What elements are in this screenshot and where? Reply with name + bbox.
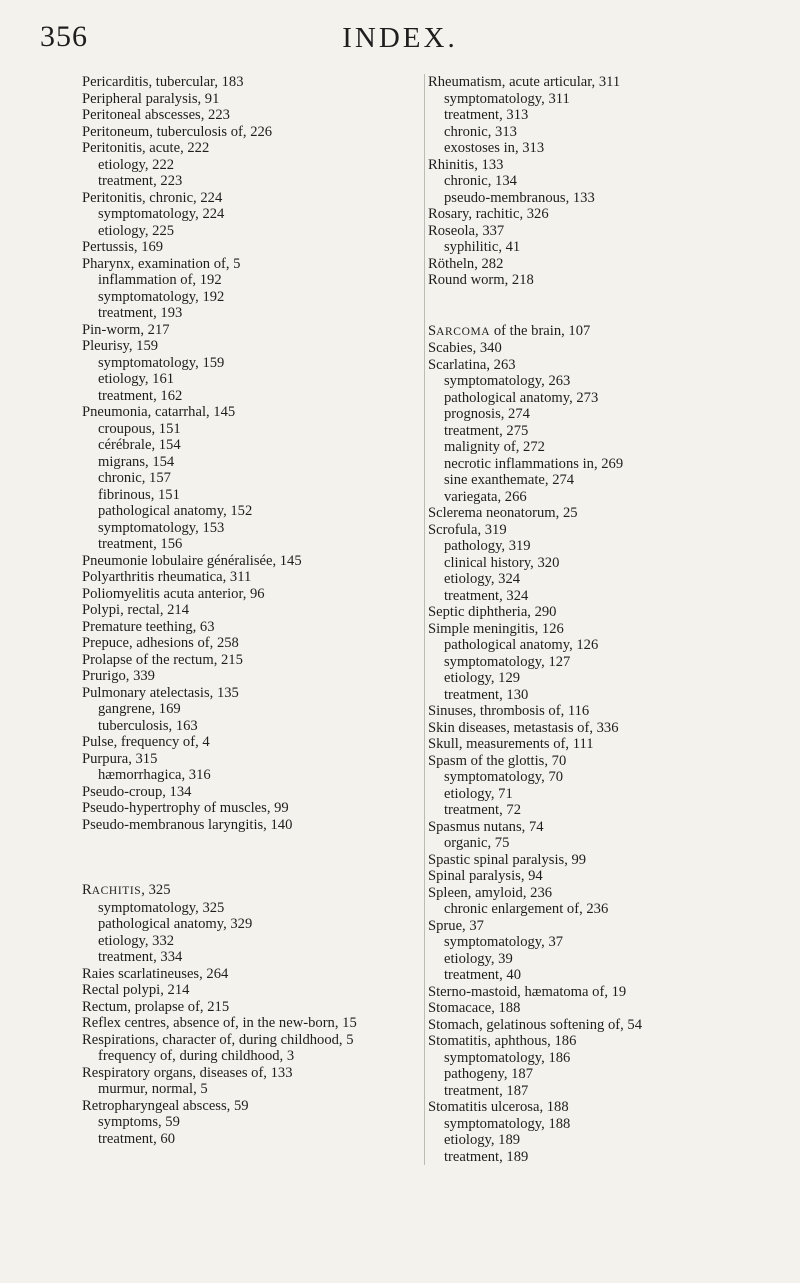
- index-entry: Septic diphtheria, 290: [428, 604, 557, 620]
- index-subentry: treatment, 313: [444, 107, 529, 123]
- index-entry: Premature teething, 63: [82, 618, 215, 635]
- index-entry: Peritonitis, acute, 222: [82, 140, 210, 156]
- index-subentry: etiology, 71: [444, 785, 513, 802]
- index-entry: Stomacace, 188: [428, 1000, 521, 1016]
- index-subentry: prognosis, 274: [444, 406, 530, 422]
- index-entry: Pin-worm, 217: [82, 321, 170, 338]
- index-entry: Spasmus nutans, 74: [428, 818, 544, 835]
- index-subentry: chronic enlargement of, 236: [444, 901, 609, 917]
- index-column-left: [82, 74, 407, 1147]
- index-entry: Prurigo, 339: [82, 668, 155, 684]
- index-entry: Retropharyngeal abscess, 59: [82, 1097, 249, 1114]
- index-subentry: treatment, 60: [98, 1130, 175, 1147]
- index-entry: Rheumatism, acute articular, 311: [428, 74, 621, 90]
- index-subentry: treatment, 130: [444, 686, 529, 703]
- index-entry: Rhinitis, 133: [428, 156, 504, 173]
- index-entry: Rosary, rachitic, 326: [428, 206, 549, 222]
- index-entry: Scrofula, 319: [428, 521, 507, 538]
- index-subentry: treatment, 40: [444, 967, 521, 983]
- index-subentry: migrans, 154: [98, 453, 175, 470]
- section-heading-sarcoma: [428, 323, 778, 341]
- index-entry: Skin diseases, metastasis of, 336: [428, 719, 619, 736]
- index-entry: Spinal paralysis, 94: [428, 868, 543, 884]
- index-block-s: [428, 323, 778, 1166]
- index-entry: Rectal polypi, 214: [82, 982, 190, 998]
- heading-tail: , 325: [141, 882, 171, 898]
- index-entry: Stomatitis, aphthous, 186: [428, 1033, 577, 1049]
- index-subentry: treatment, 193: [98, 305, 183, 321]
- index-subentry: symptomatology, 127: [444, 653, 571, 670]
- index-subentry: malignity of, 272: [444, 439, 545, 455]
- index-subentry: pathological anatomy, 126: [444, 637, 599, 653]
- index-entry: Peritoneal abscesses, 223: [82, 107, 230, 123]
- index-entry: Spasm of the glottis, 70: [428, 752, 567, 769]
- index-subentry: pathogeny, 187: [444, 1066, 534, 1082]
- index-entry: Stomach, gelatinous softening of, 54: [428, 1016, 643, 1033]
- index-subentry: symptomatology, 325: [98, 899, 225, 916]
- index-subentry: exostoses in, 313: [444, 140, 545, 156]
- index-entry: Stomatitis ulcerosa, 188: [428, 1099, 569, 1115]
- index-entry: Prolapse of the rectum, 215: [82, 651, 243, 668]
- index-subentry: gangrene, 169: [98, 701, 181, 717]
- index-subentry: treatment, 334: [98, 949, 183, 965]
- index-subentry: croupous, 151: [98, 420, 181, 437]
- heading-smallcaps: ACHITIS: [91, 885, 142, 897]
- index-subentry: symptomatology, 263: [444, 373, 571, 389]
- index-entry: Rectum, prolapse of, 215: [82, 998, 230, 1015]
- page-number: 356: [40, 20, 88, 53]
- index-subentry: syphilitic, 41: [444, 239, 521, 255]
- index-subentry: treatment, 189: [444, 1148, 529, 1165]
- index-subentry: chronic, 157: [98, 470, 171, 486]
- index-subentry: cérébrale, 154: [98, 437, 181, 453]
- index-subentry: symptomatology, 188: [444, 1115, 571, 1132]
- index-subentry: etiology, 225: [98, 222, 175, 239]
- index-subentry: pathological anatomy, 152: [98, 503, 253, 519]
- index-entry: Sinuses, thrombosis of, 116: [428, 703, 590, 719]
- index-entry: Spleen, amyloid, 236: [428, 884, 553, 901]
- index-entry: Pulmonary atelectasis, 135: [82, 684, 239, 701]
- index-subentry: variegata, 266: [444, 488, 527, 505]
- index-subentry: pseudo-membranous, 133: [444, 189, 595, 206]
- index-entry: Polyarthritis rheumatica, 311: [82, 569, 252, 585]
- page-header: [0, 20, 800, 54]
- section-gap: [428, 289, 778, 323]
- index-subentry: treatment, 72: [444, 802, 521, 818]
- index-entry: Round worm, 218: [428, 272, 534, 288]
- index-subentry: pathological anatomy, 329: [98, 916, 253, 932]
- index-entry: Peripheral paralysis, 91: [82, 90, 220, 107]
- index-entry: Pseudo-hypertrophy of muscles, 99: [82, 800, 289, 816]
- index-subentry: treatment, 187: [444, 1082, 529, 1099]
- index-entry: Pericarditis, tubercular, 183: [82, 74, 244, 90]
- index-subentry: symptomatology, 153: [98, 519, 225, 536]
- index-entry: Respiratory organs, diseases of, 133: [82, 1064, 293, 1081]
- index-subentry: fibrinous, 151: [98, 486, 180, 503]
- index-block-rh: [428, 74, 778, 289]
- index-subentry: symptomatology, 224: [98, 206, 225, 222]
- index-entry: Respirations, character of, during childhood, 5: [82, 1031, 354, 1048]
- index-entry: Polypi, rectal, 214: [82, 602, 190, 618]
- index-subentry: murmur, normal, 5: [98, 1081, 208, 1097]
- index-subentry: etiology, 332: [98, 932, 175, 949]
- index-subentry: frequency of, during childhood, 3: [98, 1048, 295, 1064]
- index-entry: Pleurisy, 159: [82, 338, 159, 354]
- index-column-right: [424, 74, 778, 1165]
- index-subentry: treatment, 223: [98, 173, 183, 189]
- index-subentry: sine exanthemate, 274: [444, 472, 575, 488]
- index-subentry: tuberculosis, 163: [98, 717, 198, 734]
- index-subentry: symptomatology, 70: [444, 769, 564, 785]
- index-entry: Prepuce, adhesions of, 258: [82, 635, 239, 651]
- index-entry: Pneumonia, catarrhal, 145: [82, 404, 236, 420]
- index-block-r: [82, 882, 407, 1147]
- index-entry: Spastic spinal paralysis, 99: [428, 851, 587, 868]
- index-entry: Simple meningitis, 126: [428, 620, 564, 637]
- index-entry: Pseudo-membranous laryngitis, 140: [82, 816, 293, 833]
- index-entry: Scabies, 340: [428, 340, 502, 356]
- running-title: INDEX.: [342, 22, 458, 54]
- index-subentry: etiology, 189: [444, 1132, 521, 1148]
- index-subentry: symptoms, 59: [98, 1114, 180, 1130]
- index-subentry: treatment, 162: [98, 387, 183, 404]
- index-subentry: inflammation of, 192: [98, 272, 222, 288]
- index-subentry: etiology, 324: [444, 571, 521, 587]
- index-entry: Pulse, frequency of, 4: [82, 734, 210, 750]
- index-entry: Sterno-mastoid, hæmatoma of, 19: [428, 983, 627, 1000]
- index-subentry: etiology, 161: [98, 371, 175, 387]
- index-entry: Rötheln, 282: [428, 255, 504, 272]
- index-subentry: clinical history, 320: [444, 554, 560, 571]
- index-entry: Skull, measurements of, 111: [428, 736, 594, 752]
- index-subentry: treatment, 324: [444, 587, 529, 604]
- index-subentry: symptomatology, 192: [98, 288, 225, 305]
- index-entry: Poliomyelitis acuta anterior, 96: [82, 585, 265, 602]
- index-entry: Roseola, 337: [428, 222, 505, 239]
- index-entry: Pharynx, examination of, 5: [82, 255, 241, 272]
- heading-smallcaps: ARCOMA: [436, 325, 491, 338]
- index-entry: Purpura, 315: [82, 750, 158, 767]
- index-subentry: chronic, 313: [444, 123, 517, 140]
- index-entry: Pertussis, 169: [82, 239, 164, 255]
- index-subentry: treatment, 275: [444, 422, 529, 439]
- heading-initial: S: [428, 322, 437, 339]
- index-subentry: etiology, 39: [444, 950, 513, 967]
- index-subentry: hæmorrhagica, 316: [98, 767, 211, 783]
- index-entry: Sclerema neonatorum, 25: [428, 505, 578, 521]
- index-entry: Peritonitis, chronic, 224: [82, 189, 223, 206]
- heading-initial: R: [82, 882, 92, 898]
- index-entry: Scarlatina, 263: [428, 356, 516, 373]
- section-heading-rachitis: [82, 882, 407, 900]
- index-block-p: [82, 74, 407, 833]
- index-subentry: pathology, 319: [444, 538, 531, 554]
- index-entry: Pseudo-croup, 134: [82, 783, 192, 800]
- index-subentry: treatment, 156: [98, 536, 183, 552]
- index-subentry: organic, 75: [444, 835, 510, 851]
- index-subentry: symptomatology, 159: [98, 354, 225, 371]
- index-subentry: symptomatology, 37: [444, 934, 564, 950]
- index-subentry: etiology, 129: [444, 670, 521, 686]
- section-gap: [82, 833, 407, 882]
- index-subentry: symptomatology, 186: [444, 1049, 571, 1066]
- index-entry: Raies scarlatineuses, 264: [82, 965, 229, 982]
- index-subentry: pathological anatomy, 273: [444, 389, 599, 406]
- index-subentry: symptomatology, 311: [444, 90, 570, 107]
- index-subentry: necrotic inflammations in, 269: [444, 455, 624, 472]
- heading-tail: of the brain, 107: [490, 322, 591, 339]
- index-subentry: chronic, 134: [444, 173, 517, 189]
- index-entry: Pneumonie lobulaire généralisée, 145: [82, 552, 302, 569]
- index-entry: Reflex centres, absence of, in the new-born, 15: [82, 1015, 357, 1031]
- index-entry: Peritoneum, tuberculosis of, 226: [82, 123, 273, 140]
- index-entry: Sprue, 37: [428, 917, 484, 934]
- index-subentry: etiology, 222: [98, 156, 175, 173]
